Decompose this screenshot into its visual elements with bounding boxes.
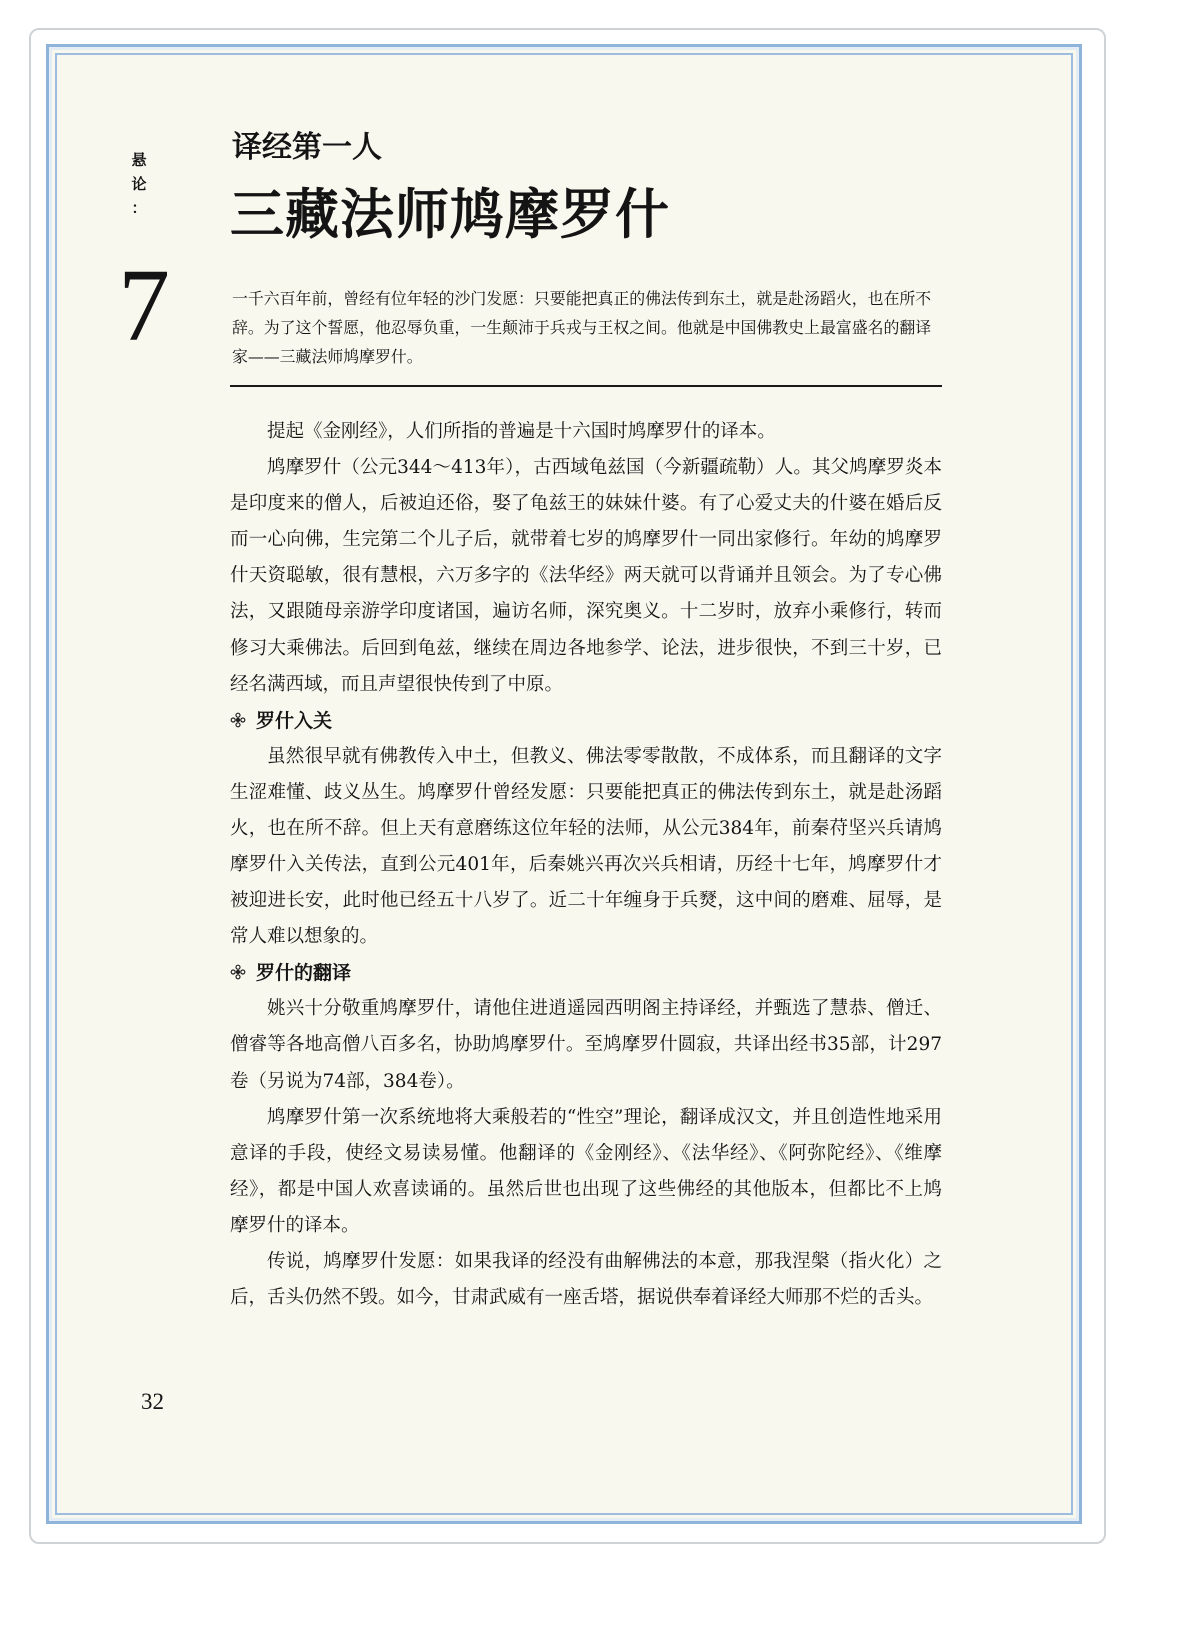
chapter-number: 7: [118, 248, 170, 363]
paragraph: 传说，鸠摩罗什发愿：如果我译的经没有曲解佛法的本意，那我涅槃（指火化）之后，舌头仍然不毁。如今，甘肃武威有一座舌塔，据说供奉着译经大师那不烂的舌头。: [230, 1250, 942, 1309]
section-heading: [230, 703, 942, 739]
side-label-char: ：: [131, 199, 147, 217]
paragraph: 鸠摩罗什（公元344～413年），古西域龟兹国（今新疆疏勒）人。其父鸠摩罗炎本是印度来的僧人，后被迫还俗，娶了龟兹王的妹妹什婆。有了心爱丈夫的什婆在婚后反而一心向佛，生完第二个儿子后，就带着七岁的鸠摩罗什一同出家修行。年幼的鸠摩罗什天资聪敏，很有慧根，六万多字的《法华经》两天就可以背诵并且领会。为了专心佛法，又跟随母亲游学印度诸国，遍访名师，深究奥义。十二岁时，放弃小乘修行，转而修习大乘佛法。后回到龟兹，继续在周边各地参学、论法，进步很快，不到三十岁，已经名满西域，而且声望很快传到了中原。: [230, 457, 942, 695]
paragraph: 鸠摩罗什第一次系统地将大乘般若的“性空”理论，翻译成汉文，并且创造性地采用意译的手段，使经文易读易懂。他翻译的《金刚经》、《法华经》、《阿弥陀经》、《维摩经》，都是中国人欢喜读诵的。虽然后世也出现了这些佛经的其他版本，但都比不上鸠摩罗什的译本。: [230, 1106, 942, 1236]
page-number: 32: [141, 1389, 164, 1414]
article-body: [230, 414, 942, 1316]
section-side-label: [128, 148, 150, 220]
chapter-kicker: 译经第一人: [232, 130, 382, 165]
section-heading-text: 罗什的翻译: [256, 962, 352, 985]
section-heading-text: 罗什入关: [256, 709, 333, 732]
chapter-intro: 一千六百年前，曾经有位年轻的沙门发愿：只要能把真正的佛法传到东土，就是赴汤蹈火，也在所不辞。为了这个誓愿，他忍辱负重，一生颠沛于兵戎与王权之间。他就是中国佛教史上最富盛名的翻译家——三藏法师鸠摩罗什。: [232, 289, 932, 366]
section-heading: [230, 955, 942, 991]
flower-ornament-icon: [230, 956, 246, 972]
chapter-title: 三藏法师鸠摩罗什: [230, 183, 670, 246]
paragraph: 姚兴十分敬重鸠摩罗什，请他住进逍遥园西明阁主持译经，并甄选了慧恭、僧迁、僧睿等各地高僧八百多名，协助鸠摩罗什。至鸠摩罗什圆寂，共译出经书35部，计297卷（另说为74部，384卷）。: [230, 998, 942, 1092]
paragraph: 提起《金刚经》，人们所指的普遍是十六国时鸠摩罗什的译本。: [267, 421, 776, 442]
intro-divider: [230, 385, 942, 387]
side-label-char: 论: [131, 175, 147, 193]
flower-ornament-icon: [230, 704, 246, 720]
side-label-char: 悬: [131, 151, 147, 169]
paragraph: 虽然很早就有佛教传入中土，但教义、佛法零零散散，不成体系，而且翻译的文字生涩难懂、歧义丛生。鸠摩罗什曾经发愿：只要能把真正的佛法传到东土，就是赴汤蹈火，也在所不辞。但上天有意磨练这位年轻的法师，从公元384年，前秦苻坚兴兵请鸠摩罗什入关传法，直到公元401年，后秦姚兴再次兴兵相请，历经十七年，鸠摩罗什才被迎进长安，此时他已经五十八岁了。近二十年缠身于兵燹，这中间的磨难、屈辱，是常人难以想象的。: [230, 745, 942, 948]
